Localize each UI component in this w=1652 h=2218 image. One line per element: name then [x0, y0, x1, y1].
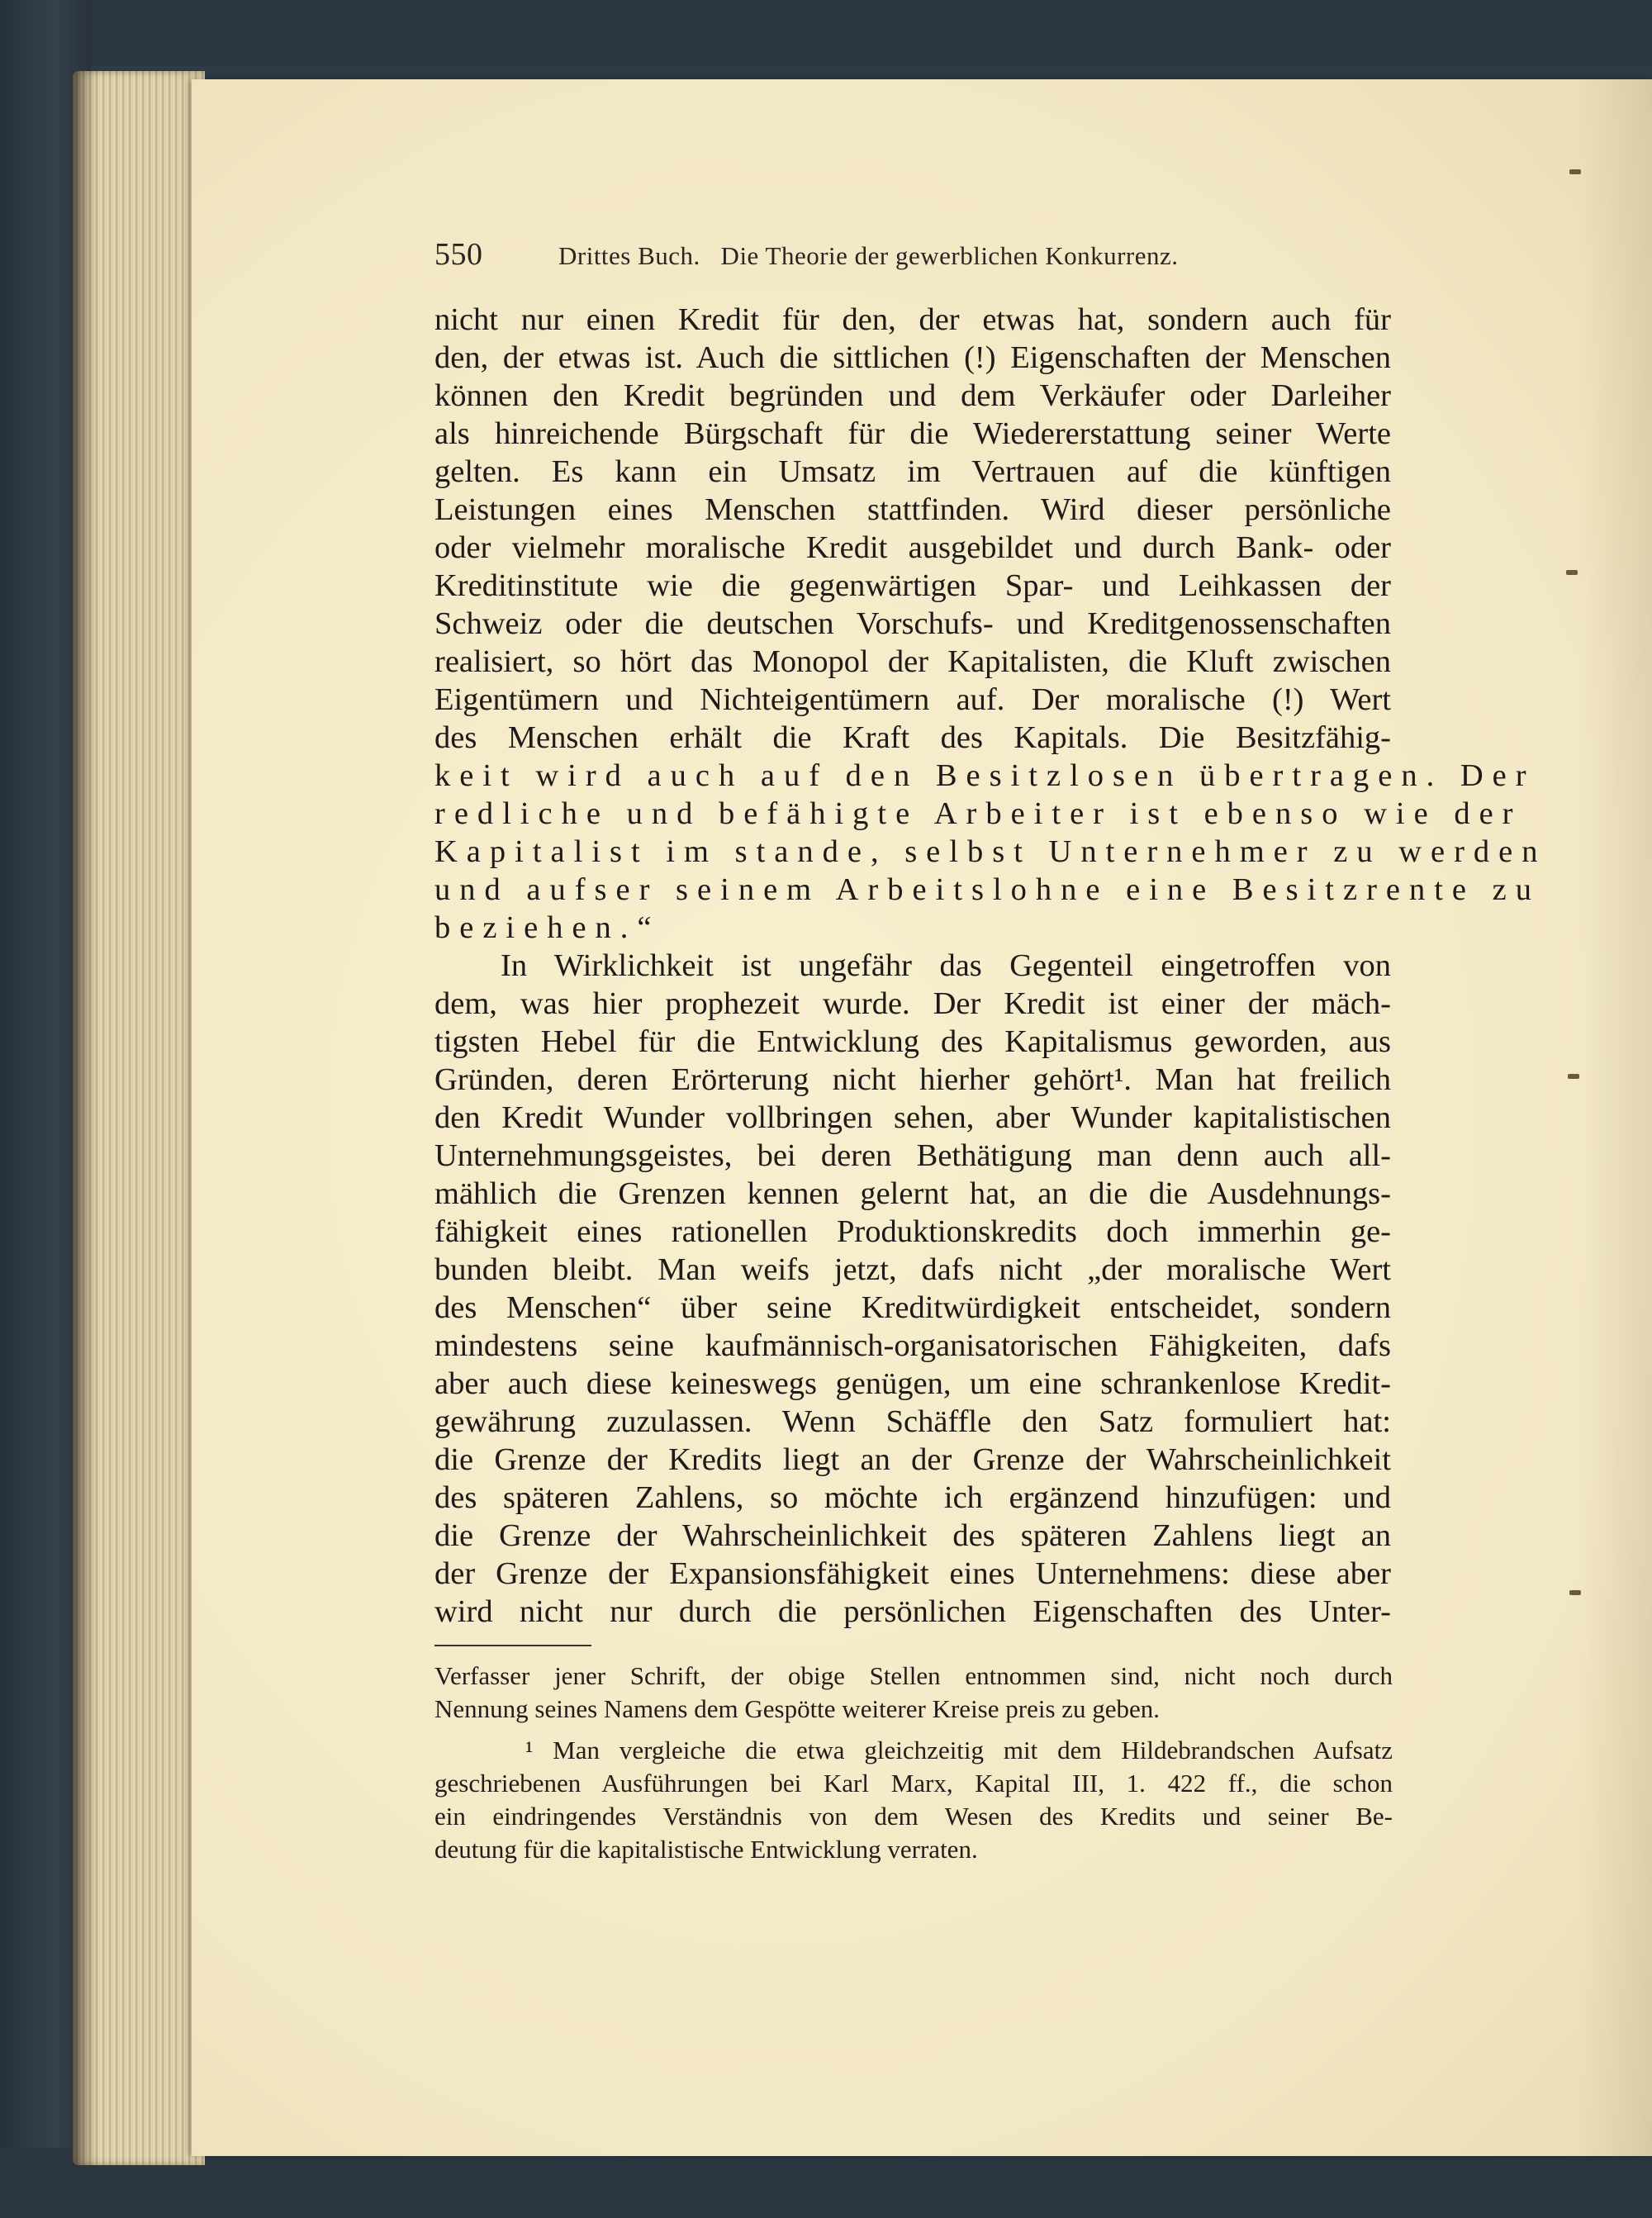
- body-line: Leistungen eines Menschen stattfinden. Wird dieser persönliche: [434, 492, 1391, 527]
- body-line: wird nicht nur durch die persönlichen Eigenschaften des Unter-: [434, 1594, 1391, 1629]
- page-right-edge: [1578, 79, 1652, 2156]
- edge-mark: [1569, 1590, 1581, 1595]
- edge-mark: [1566, 570, 1578, 575]
- body-line: Eigentümern und Nichteigentümern auf. Der moralische (!) Wert: [434, 682, 1391, 717]
- running-title: Drittes Buch. Die Theorie der gewerblichen Konkurrenz.: [558, 241, 1179, 270]
- body-line: können den Kredit begründen und dem Verkäufer oder Darleiher: [434, 378, 1391, 413]
- paragraph-start-line: In Wirklichkeit ist ungefähr das Gegenteil eingetroffen von: [501, 948, 1391, 983]
- body-line: der Grenze der Expansionsfähigkeit eines Unternehmens: diese aber: [434, 1556, 1391, 1591]
- edge-mark: [1568, 1074, 1579, 1079]
- body-line: des späteren Zahlens, so möchte ich ergänzend hinzufügen: und: [434, 1480, 1391, 1515]
- footnote-line: ein eindringendes Verständnis von dem Wesen des Kredits und seiner Be-: [434, 1802, 1393, 1831]
- running-head: [434, 236, 1393, 286]
- footnote-line: Verfasser jener Schrift, der obige Stellen entnommen sind, nicht noch durch: [434, 1661, 1393, 1690]
- body-line-emphasis: und aufser seinem Arbeitslohne eine Besitzrente zu: [434, 872, 1540, 907]
- body-line: aber auch diese keineswegs genügen, um eine schrankenlose Kredit-: [434, 1366, 1391, 1401]
- body-line-emphasis: keit wird auch auf den Besitzlosen übertragen. Der: [434, 758, 1536, 793]
- body-line: mindestens seine kaufmännisch-organisatorischen Fähigkeiten, dafs: [434, 1328, 1391, 1363]
- edge-mark: [1569, 169, 1581, 174]
- body-line: Schweiz oder die deutschen Vorschufs- und Kreditgenossenschaften: [434, 606, 1391, 641]
- body-line: die Grenze der Wahrscheinlichkeit des späteren Zahlens liegt an: [434, 1518, 1391, 1553]
- body-line: Gründen, deren Erörterung nicht hierher gehört¹. Man hat freilich: [434, 1062, 1391, 1097]
- body-line: dem, was hier prophezeit wurde. Der Kredit ist einer der mäch-: [434, 986, 1391, 1021]
- body-line-emphasis: redliche und befähigte Arbeiter ist ebenso wie der: [434, 796, 1522, 831]
- body-line: Unternehmungsgeistes, bei deren Bethätigung man denn auch all-: [434, 1138, 1391, 1173]
- body-line: gelten. Es kann ein Umsatz im Vertrauen auf die künftigen: [434, 454, 1391, 489]
- body-line: realisiert, so hört das Monopol der Kapitalisten, die Kluft zwischen: [434, 644, 1391, 679]
- body-line: oder vielmehr moralische Kredit ausgebildet und durch Bank- oder: [434, 530, 1391, 565]
- footnote-line: ¹ Man vergleiche die etwa gleichzeitig mit dem Hildebrandschen Aufsatz: [525, 1736, 1393, 1764]
- body-line: die Grenze der Kredits liegt an der Grenze der Wahrscheinlichkeit: [434, 1442, 1391, 1477]
- body-line: bunden bleibt. Man weifs jetzt, dafs nicht „der moralische Wert: [434, 1252, 1391, 1287]
- body-line: mählich die Grenzen kennen gelernt hat, an die die Ausdehnungs-: [434, 1176, 1391, 1211]
- body-line: des Menschen erhält die Kraft des Kapitals. Die Besitzfähig-: [434, 720, 1391, 755]
- body-line: des Menschen“ über seine Kreditwürdigkeit entscheidet, sondern: [434, 1290, 1391, 1325]
- footnote-rule: [434, 1645, 591, 1646]
- body-line: gewährung zuzulassen. Wenn Schäffle den Satz formuliert hat:: [434, 1404, 1391, 1439]
- body-line: nicht nur einen Kredit für den, der etwas hat, sondern auch für: [434, 302, 1391, 337]
- body-line: fähigkeit eines rationellen Produktionskredits doch immerhin ge-: [434, 1214, 1391, 1249]
- footnote-line: Nennung seines Namens dem Gespötte weiterer Kreise preis zu geben.: [434, 1694, 1161, 1723]
- book-cover-bottom: [0, 2148, 1652, 2218]
- page-number: 550: [434, 237, 483, 272]
- book-cover-top: [0, 0, 1652, 66]
- body-line: als hinreichende Bürgschaft für die Wiedererstattung seiner Werte: [434, 416, 1391, 451]
- body-line-emphasis: beziehen.“: [434, 910, 661, 945]
- page-stack-edges: [73, 71, 205, 2165]
- body-line: Kreditinstitute wie die gegenwärtigen Spar- und Leihkassen der: [434, 568, 1391, 603]
- body-line: den Kredit Wunder vollbringen sehen, aber Wunder kapitalistischen: [434, 1100, 1391, 1135]
- footnote-line: geschriebenen Ausführungen bei Karl Marx, Kapital III, 1. 422 ff., die schon: [434, 1769, 1393, 1798]
- body-line: den, der etwas ist. Auch die sittlichen (!) Eigenschaften der Menschen: [434, 340, 1391, 375]
- body-line-emphasis: Kapitalist im stande, selbst Unternehmer zu werden: [434, 834, 1547, 869]
- body-line: tigsten Hebel für die Entwicklung des Kapitalismus geworden, aus: [434, 1024, 1391, 1059]
- footnote-line: deutung für die kapitalistische Entwicklung verraten.: [434, 1835, 978, 1864]
